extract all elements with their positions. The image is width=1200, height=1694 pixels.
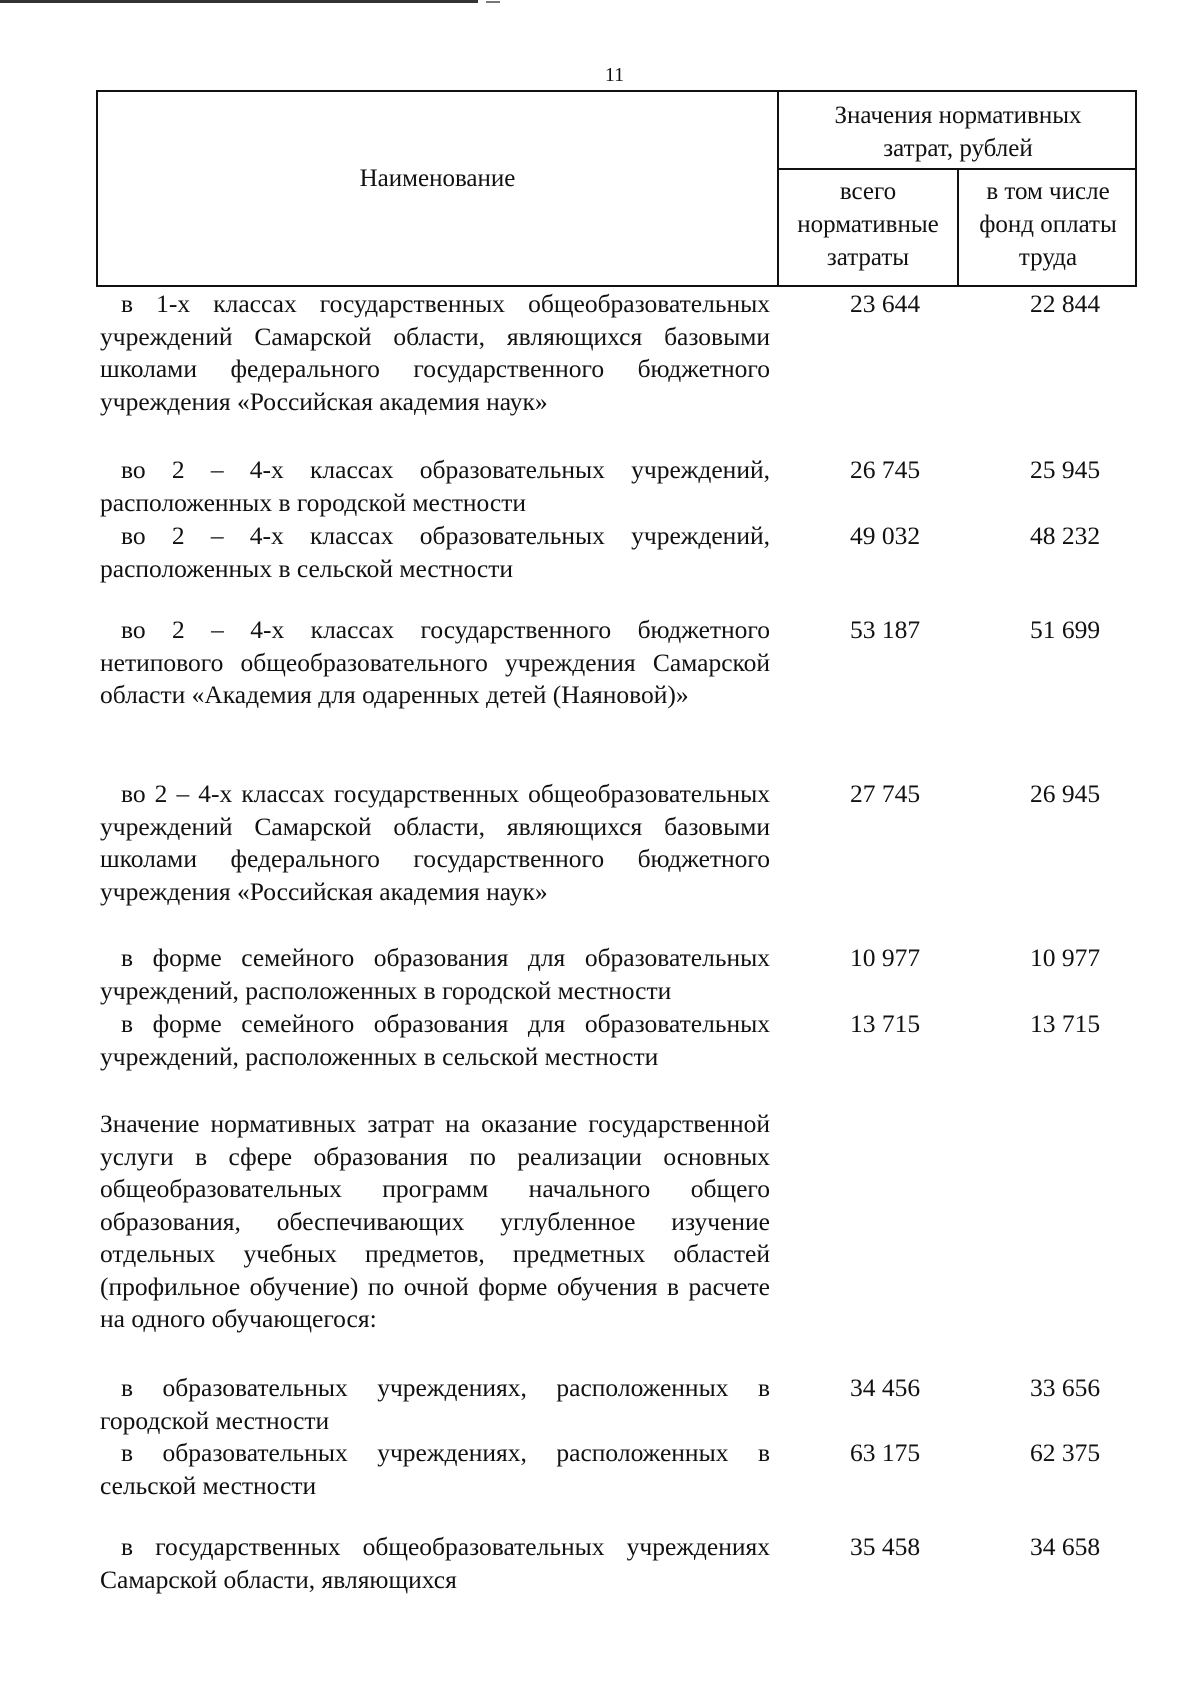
row-total: 34 456 — [849, 1373, 921, 1402]
row-name: в государственных общеобразовательных учреждениях Самарской области, являющихся — [100, 1532, 770, 1594]
page-number: 11 — [604, 64, 625, 86]
row-total: 10 977 — [849, 943, 921, 972]
row-name: во 2 – 4-х классах образовательных учреждений, расположенных в городской местности — [100, 455, 770, 517]
header-payroll-line2: фонд оплаты — [979, 211, 1117, 238]
header-values-line2: затрат, рублей — [883, 135, 1033, 162]
row-name: во 2 – 4-х классах государственных общеобразовательных учреждений Самарской области, являющихся базовыми школами федерального государственного бюджетного учреждения «Российская академия наук» — [100, 779, 770, 906]
row-name: в образовательных учреждениях, расположенных в городской местности — [100, 1373, 770, 1435]
row-name: в форме семейного образования для образовательных учреждений, расположенных в городской местности — [100, 943, 770, 1005]
section-heading: Значение нормативных затрат на оказание государственной услуги в сфере образования по реализации основных общеобразовательных программ начального общего образования, обеспечивающих углубленное изучение отдельных учебных предметов, предметных областей (профильное обучение) по очной форме обучения в расчете на одного обучающегося: — [100, 1109, 770, 1333]
row-payroll: 48 232 — [1029, 521, 1101, 550]
row-total: 35 458 — [849, 1532, 921, 1561]
header-name: Наименование — [359, 165, 516, 192]
row-name: в форме семейного образования для образовательных учреждений, расположенных в сельской местности — [100, 1009, 770, 1071]
row-total: 53 187 — [849, 615, 921, 644]
header-total-line2: нормативные — [797, 211, 939, 238]
table-header — [96, 90, 1137, 287]
row-payroll: 34 658 — [1029, 1532, 1101, 1561]
row-name: во 2 – 4-х классах государственного бюджетного нетипового общеобразовательного учреждения Самарской области «Академия для одаренных детей (Наяновой)» — [100, 615, 770, 709]
row-total: 26 745 — [849, 455, 921, 484]
header-total — [779, 175, 957, 274]
row-payroll: 51 699 — [1029, 615, 1101, 644]
header-payroll-line3: труда — [1018, 244, 1078, 271]
top-rule — [0, 0, 478, 3]
row-total: 49 032 — [849, 521, 921, 550]
row-payroll: 62 375 — [1029, 1438, 1101, 1467]
row-payroll: 33 656 — [1029, 1373, 1101, 1402]
header-total-line1: всего — [839, 178, 897, 205]
row-name: во 2 – 4-х классах образовательных учреждений, расположенных в сельской местности — [100, 521, 770, 583]
row-total: 27 745 — [849, 779, 921, 808]
row-total: 13 715 — [849, 1009, 921, 1038]
header-values-line1: Значения нормативных — [834, 102, 1082, 129]
row-total: 23 644 — [849, 289, 921, 318]
row-payroll: 25 945 — [1029, 455, 1101, 484]
header-payroll — [959, 175, 1137, 274]
row-payroll: 10 977 — [1029, 943, 1101, 972]
top-rule-mark — [486, 1, 500, 3]
header-total-line3: затраты — [826, 244, 910, 271]
row-total: 63 175 — [849, 1438, 921, 1467]
header-payroll-line1: в том числе — [986, 178, 1110, 205]
row-name: в образовательных учреждениях, расположенных в сельской местности — [100, 1438, 770, 1500]
row-payroll: 22 844 — [1029, 289, 1101, 318]
row-payroll: 13 715 — [1029, 1009, 1101, 1038]
header-hline — [777, 168, 1135, 170]
row-name: в 1-х классах государственных общеобразовательных учреждений Самарской области, являющихся базовыми школами федерального государственного бюджетного учреждения «Российская академия наук» — [100, 289, 770, 416]
row-payroll: 26 945 — [1029, 779, 1101, 808]
header-values-group — [779, 99, 1137, 165]
